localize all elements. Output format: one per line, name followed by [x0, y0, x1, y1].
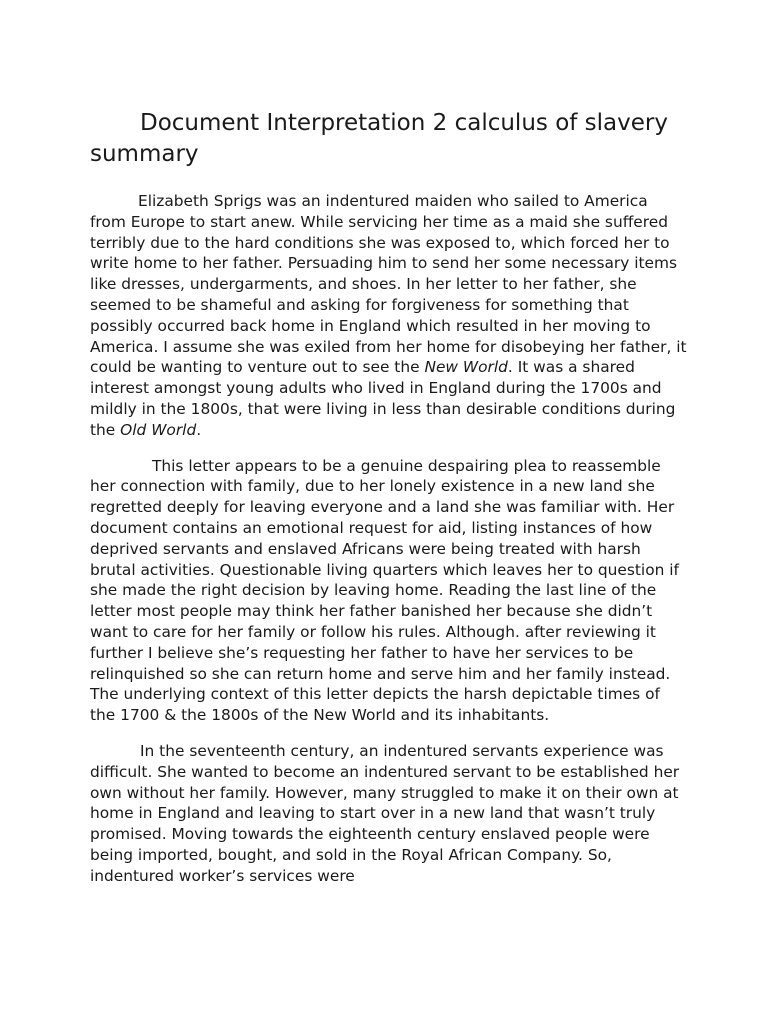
- paragraph-2-text: This letter appears to be a genuine despairing plea to reassemble her connection with family, due to her lonely existence in a new land she regretted deeply for leaving everyone and a land she was familiar with. Her document contains an emotional request for aid, listing instances of how deprived servants and enslaved Africans were being treated with harsh brutal activities. Questionable living quarters which leaves her to question if she made the right decision by leaving home. Reading the last line of the letter most people may think her father banished her because she didn’t want to care for her family or follow his rules. Although. after reviewing it further I believe she’s requesting her father to have her services to be relinquished so she can return home and serve him and her family instead. The underlying context of this letter depicts the harsh depictable times of the 1700 & the 1800s of the New World and its inhabitants.: [90, 456, 679, 725]
- paragraph-1-italic-old-world: Old World: [120, 420, 197, 439]
- paragraph-2: [90, 456, 688, 726]
- paragraph-1: [90, 191, 688, 441]
- paragraph-1-italic-new-world: New World: [424, 358, 508, 377]
- paragraph-3-text: In the seventeenth century, an indentured servants experience was difficult. She wanted to become an indentured servant to be established her own without her family. However, many struggled to make it on their own at home in England and leaving to start over in a new land that wasn’t truly promised. Moving towards the eighteenth century enslaved people were being imported, bought, and sold in the Royal African Company. So, indentured worker’s services were: [90, 741, 680, 885]
- document-body: [90, 191, 688, 902]
- paragraph-1-text-b: . It was a shared interest amongst young adults who lived in England during the 1700s and mildly in the 1800s, that were living in less than desirable conditions during the: [90, 358, 676, 439]
- paragraph-1-text-a: Elizabeth Sprigs was an indentured maiden who sailed to America from Europe to start anew. While servicing her time as a maid she suffered terribly due to the hard conditions she was exposed to, which forced her to write home to her father. Persuading him to send her some necessary items like dresses, undergarments, and shoes. In her letter to her father, she seemed to be shameful and asking for forgiveness for something that possibly occurred back home in England which resulted in her moving to America. I assume she was exiled from her home for disobeying her father, it could be wanting to venture out to see the: [90, 192, 687, 377]
- paragraph-1-text-c: .: [196, 420, 202, 439]
- document-title: Document Interpretation 2 calculus of slavery summary: [90, 110, 668, 167]
- paragraph-3: [90, 741, 688, 887]
